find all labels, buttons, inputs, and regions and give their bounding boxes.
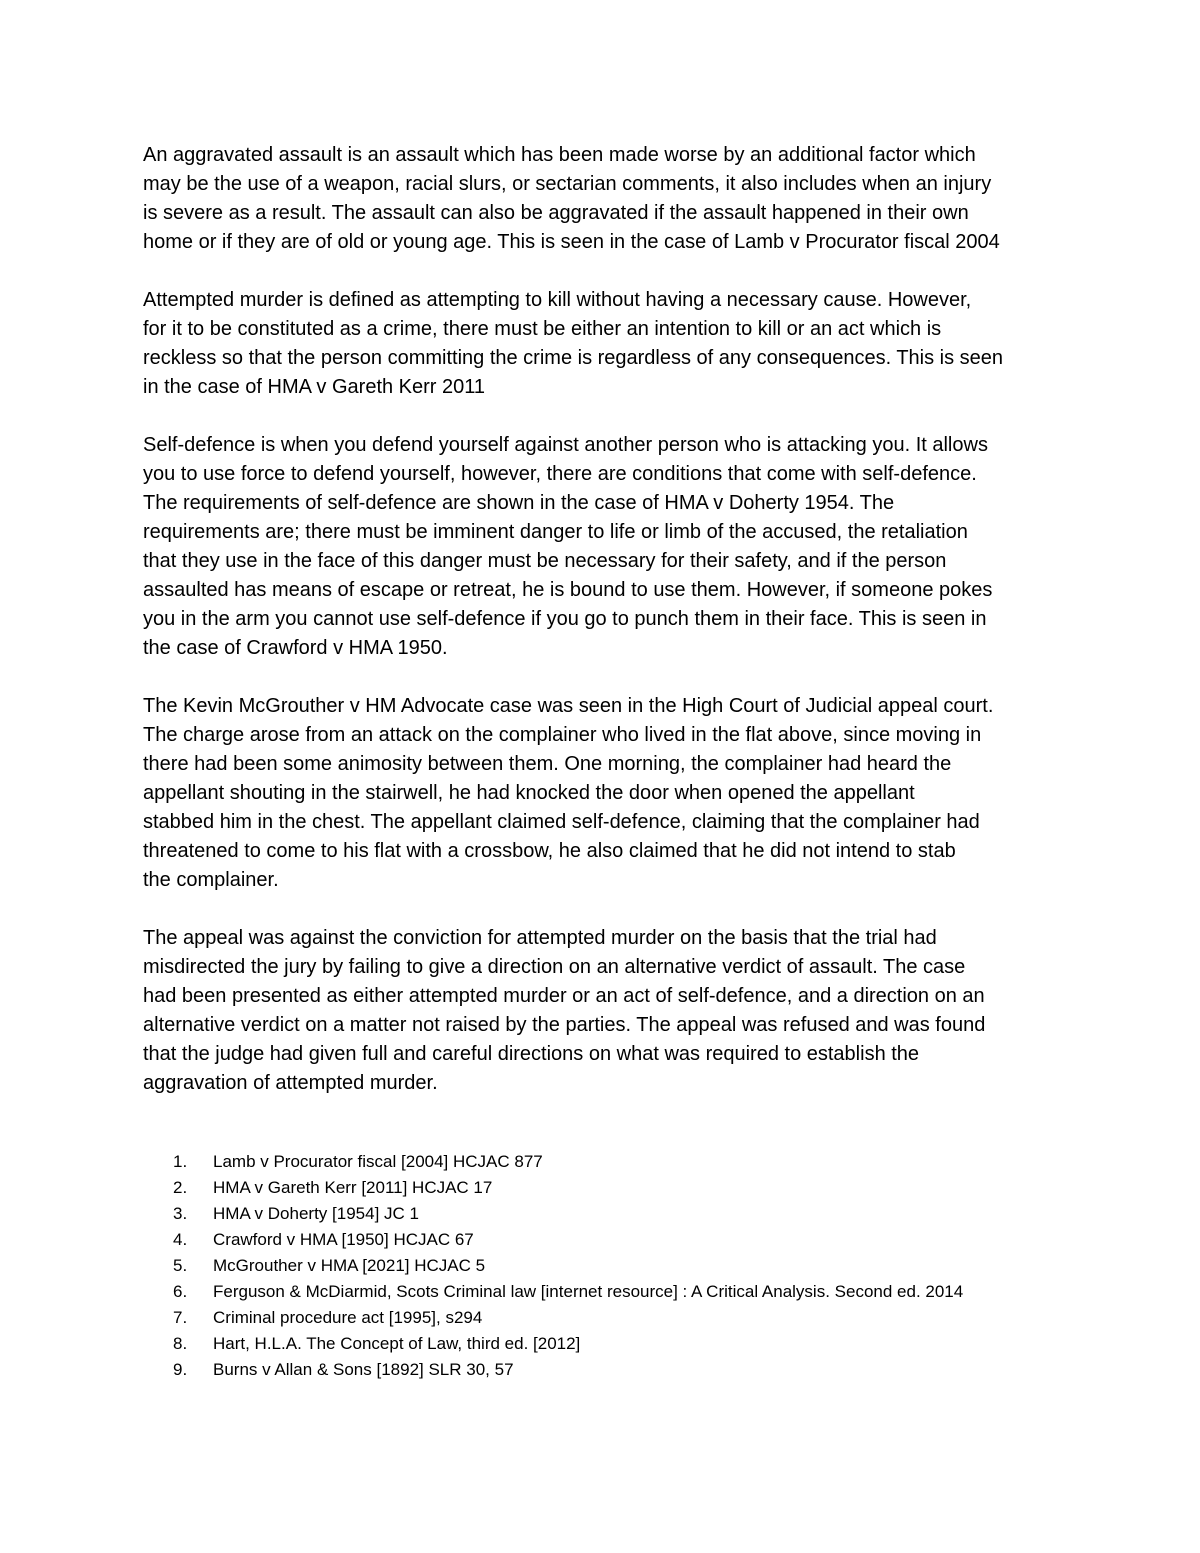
reference-text: Lamb v Procurator fiscal [2004] HCJAC 877 (213, 1152, 543, 1171)
reference-text: HMA v Gareth Kerr [2011] HCJAC 17 (213, 1178, 493, 1197)
list-item (143, 1227, 1058, 1253)
list-item (143, 1175, 1058, 1201)
reference-text: Ferguson & McDiarmid, Scots Criminal law [internet resource] : A Critical Analysis. Second ed. 2014 (213, 1282, 964, 1301)
reference-text: Crawford v HMA [1950] HCJAC 67 (213, 1230, 474, 1249)
list-item (143, 1149, 1058, 1175)
reference-text: HMA v Doherty [1954] JC 1 (213, 1204, 419, 1223)
paragraph-self-defence: Self-defence is when you defend yourself against another person who is attacking you. It allows you to use force to defend yourself, however, there are conditions that come with self-defence. The requirements of self-defence are shown in the case of HMA v Doherty 1954. The requirements are; there must be imminent danger to life or limb of the accused, the retaliation that they use in the face of this danger must be necessary for their safety, and if the person assaulted has means of escape or retreat, he is bound to use them. However, if someone pokes you in the arm you cannot use self-defence if you go to punch them in their face. This is seen in the case of Crawford v HMA 1950. (143, 434, 993, 659)
reference-text: Criminal procedure act [1995], s294 (213, 1308, 483, 1327)
reference-list (143, 1149, 1058, 1383)
list-number: 9. (173, 1360, 188, 1379)
paragraph-attempted-murder: Attempted murder is defined as attempting to kill without having a necessary cause. However, for it to be constituted as a crime, there must be either an intention to kill or an act which is reckless so that the person committing the crime is regardless of any consequences. This is seen in the case of HMA v Gareth Kerr 2011 (143, 289, 1004, 398)
list-number: 2. (173, 1178, 188, 1197)
paragraph-appeal: The appeal was against the conviction for attempted murder on the basis that the trial had misdirected the jury by failing to give a direction on an alternative verdict of assault. The case had been presented as either attempted murder or an act of self-defence, and a direction on an alternative verdict on a matter not raised by the parties. The appeal was refused and was found that the judge had given full and careful directions on what was required to establish the aggravation of attempted murder. (143, 927, 986, 1094)
list-number: 8. (173, 1334, 188, 1353)
reference-text: Burns v Allan & Sons [1892] SLR 30, 57 (213, 1360, 514, 1379)
list-number: 3. (173, 1204, 188, 1223)
list-item (143, 1305, 1058, 1331)
document-body (143, 141, 1058, 1127)
list-item (143, 1253, 1058, 1279)
list-number: 6. (173, 1282, 188, 1301)
reference-text: Hart, H.L.A. The Concept of Law, third ed. [2012] (213, 1334, 581, 1353)
list-item (143, 1279, 1058, 1305)
paragraph-mcgrouther-case: The Kevin McGrouther v HM Advocate case was seen in the High Court of Judicial appeal court. The charge arose from an attack on the complainer who lived in the flat above, since moving in there had been some animosity between them. One morning, the complainer had heard the appellant shouting in the stairwell, he had knocked the door when opened the appellant stabbed him in the chest. The appellant claimed self-defence, claiming that the complainer had threatened to come to his flat with a crossbow, he also claimed that he did not intend to stab the complainer. (143, 695, 994, 891)
list-item (143, 1331, 1058, 1357)
list-item (143, 1201, 1058, 1227)
list-number: 5. (173, 1256, 188, 1275)
list-number: 4. (173, 1230, 188, 1249)
list-number: 7. (173, 1308, 188, 1327)
reference-text: McGrouther v HMA [2021] HCJAC 5 (213, 1256, 486, 1275)
list-number: 1. (173, 1152, 188, 1171)
paragraph-aggravated-assault: An aggravated assault is an assault which has been made worse by an additional factor which may be the use of a weapon, racial slurs, or sectarian comments, it also includes when an injury is severe as a result. The assault can also be aggravated if the assault happened in their own home or if they are of old or young age. This is seen in the case of Lamb v Procurator fiscal 2004 (143, 144, 1000, 253)
list-item (143, 1357, 1058, 1383)
